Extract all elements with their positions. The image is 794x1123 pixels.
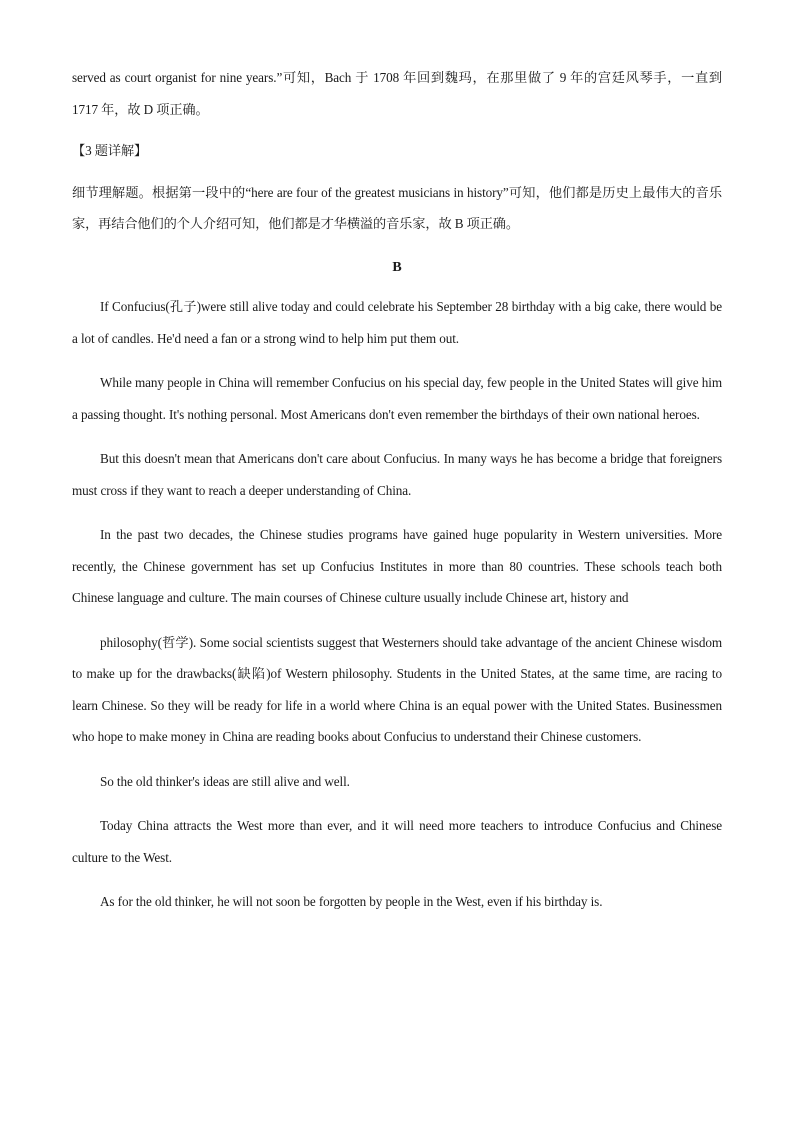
passage-paragraph-5: philosophy(哲学). Some social scientists suggest that Westerners should take advantage of the ancient Chinese wisdom to make up for the drawbacks(缺陷)of Western philosophy. Students in the United States, at the same time, are racing to learn Chinese. So they will be ready for life in a world where China is an equal power with the United States. Businessmen who hope to make money in China are reading books about Confucius to understand their Chinese customers.: [72, 634, 722, 744]
passage-paragraph-8: As for the old thinker, he will not soon be forgotten by people in the West, even if his birthday is.: [100, 894, 603, 909]
question-3-header: 【3 题详解】: [72, 143, 148, 158]
question-3-explanation: 细节理解题。根据第一段中的“here are four of the greatest musicians in history”可知，他们都是历史上最伟大的音乐家，再结合他们的个人介绍可知，他们都是才华横溢的音乐家，故 B 项正确。: [72, 184, 722, 231]
document-page: [72, 62, 722, 918]
passage-paragraph-1: If Confucius(孔子)were still alive today and could celebrate his September 28 birthday with a big cake, there would be a lot of candles. He'd need a fan or a strong wind to help him put them out.: [72, 299, 722, 346]
passage-paragraph-2: While many people in China will remember Confucius on his special day, few people in the United States will give him a passing thought. It's nothing personal. Most Americans don't even remember the birthdays of their own national heroes.: [72, 375, 722, 422]
passage-paragraph-3: But this doesn't mean that Americans don't care about Confucius. In many ways he has become a bridge that foreigners must cross if they want to reach a deeper understanding of China.: [72, 451, 722, 498]
passage-paragraph-7: Today China attracts the West more than ever, and it will need more teachers to introduce Confucius and Chinese culture to the West.: [72, 818, 722, 865]
passage-paragraph-4: In the past two decades, the Chinese studies programs have gained huge popularity in Western universities. More recently, the Chinese government has set up Confucius Institutes in more than 80 countries. These schools teach both Chinese language and culture. The main courses of Chinese culture usually include Chinese art, history and: [72, 527, 722, 605]
answer-explanation-continuation: served as court organist for nine years.”可知，Bach 于 1708 年回到魏玛，在那里做了 9 年的宫廷风琴手，一直到 1717 年，故 D 项正确。: [72, 70, 722, 117]
passage-b-heading: B: [392, 259, 402, 275]
passage-paragraph-6: So the old thinker's ideas are still alive and well.: [100, 773, 350, 789]
